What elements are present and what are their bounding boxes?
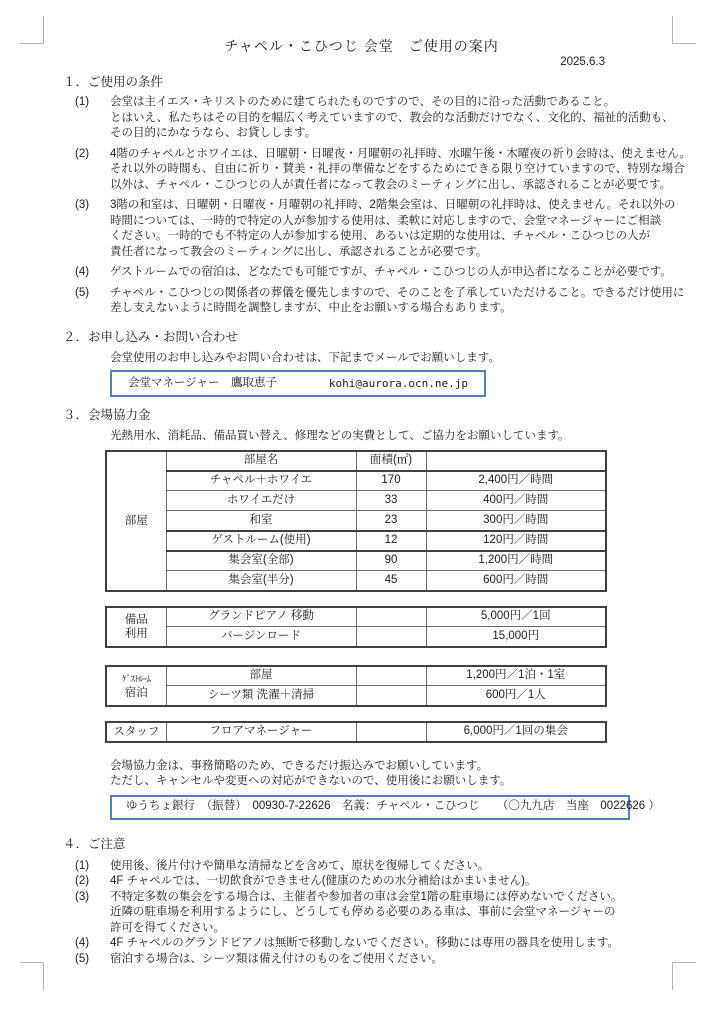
empty-cell: [356, 666, 426, 686]
bank-account-box: [110, 795, 660, 820]
section1-item-3: [75, 198, 676, 260]
item-marker: (2): [75, 875, 90, 887]
section3-heading: ３．会場協力金: [63, 408, 151, 422]
item-text-line: 会堂は主イエス・キリストのために建てられたものですので、その目的に沿った活動であること。: [110, 96, 616, 108]
table-row: [106, 471, 606, 491]
column-header-area: 面積(㎡): [356, 451, 426, 471]
section1-item-1: [75, 95, 674, 142]
table-row: [106, 531, 606, 551]
item-marker: (1): [75, 96, 90, 108]
margin-corner-mark: [20, 16, 44, 44]
service-name-cell: フロアマネージャー: [166, 722, 356, 742]
contact-name: 会堂マネージャー 鷹取恵子: [128, 376, 278, 389]
area-cell: 90: [356, 551, 426, 571]
item-text-line: 3階の和室は、日曜朝・日曜夜・月曜朝の礼拝時、2階集会室は、日曜朝の礼拝時は、使えません。それ以外の: [110, 199, 676, 211]
equipment-group-cell: [106, 607, 166, 647]
section3-intro: 光熱用水、消耗品、備品買い替え、修理などの実費として、ご協力をお願いしています。: [110, 430, 570, 442]
item-text-line: その目的にかなうなら、お貸しします。: [110, 127, 317, 139]
item-text-line: 4F チャペルのグランドピアノは無断で移動しないでください。移動には専用の器具を使用します。: [110, 937, 619, 949]
table-row: [106, 722, 606, 742]
room-name-cell: 集会室(全部): [166, 551, 356, 571]
price-cell: 15,000円: [426, 627, 606, 647]
item-text-line: 4F チャペルでは、一切飲食ができません(健康のための水分補給はかまいません)。: [110, 875, 537, 887]
section4-item-2: [75, 874, 660, 890]
price-cell: 1,200円／時間: [426, 551, 606, 571]
table-row: [106, 511, 606, 531]
group-label-line: 宿泊: [124, 686, 148, 699]
price-cell: 600円／時間: [426, 571, 606, 591]
price-cell: 1,200円／1泊・1室: [426, 666, 606, 686]
item-marker: (1): [75, 859, 90, 872]
empty-cell: [356, 627, 426, 647]
service-name-cell: 部屋: [166, 666, 356, 686]
item-text-line: それ以外の時間も、自由に祈り・賛美・礼拝の準備などをするためにできる限り空けていますので、特別な場合: [110, 163, 685, 175]
group-label-line: 利用: [124, 627, 148, 640]
item-text-line: ください。一時的でも不特定の人が参加する使用、あるいは定期的な使用は、チャペル・こひつじの人が: [110, 230, 651, 242]
item-marker: (3): [75, 890, 90, 903]
column-header-room-name: 部屋名: [166, 451, 356, 471]
table-row: [106, 571, 606, 591]
section4-item-4: [75, 936, 660, 952]
document-date: 2025.6.3: [560, 56, 605, 68]
section1-item-4: [75, 265, 672, 281]
area-cell: 170: [356, 471, 426, 491]
area-cell: 45: [356, 571, 426, 591]
table-row: [106, 666, 606, 686]
margin-corner-mark: [20, 962, 44, 990]
item-marker: (4): [75, 937, 90, 949]
payment-note-line: 会場協力金は、事務簡略のため、できるだけ振込みでお願いしています。: [110, 759, 489, 772]
group-label-line: ｹﾞｽﾄﾙｰﾑ: [121, 673, 151, 684]
equipment-fee-table: [105, 606, 607, 648]
price-cell: 300円／時間: [426, 511, 606, 531]
item-text-line: 差し支えないように時間を調整しますが、中止をお願いする場合もあります。: [110, 302, 512, 314]
section4-item-5: [75, 952, 660, 968]
table-row: [106, 607, 606, 627]
staff-fee-table: [105, 721, 607, 743]
room-name-cell: チャペル＋ホワイエ: [166, 471, 356, 491]
room-name-cell: 集会室(半分): [166, 571, 356, 591]
table-row: [106, 686, 606, 706]
section1-heading: １．ご使用の条件: [63, 75, 164, 89]
table-header-row: [106, 451, 606, 471]
item-text-line: 責任者になって教会のミーティングに出し、承認されることが必要です。: [110, 245, 488, 258]
item-text-line: 宿泊する場合は、シーツ類は備え付けのものをご使用ください。: [110, 952, 444, 965]
section1-item-2: [75, 147, 691, 194]
section4-heading: ４．ご注意: [63, 836, 126, 851]
empty-cell: [356, 722, 426, 742]
staff-group-cell: スタッフ: [106, 722, 166, 742]
table-row: [106, 627, 606, 647]
section2-intro: 会堂使用のお申し込みやお問い合わせは、下記までメールでお願いします。: [110, 351, 500, 364]
room-name-cell: ゲストルーム(使用): [166, 531, 356, 551]
section1-item-5: [75, 286, 685, 317]
section2-heading: ２．お申し込み・お問い合わせ: [63, 329, 239, 344]
service-name-cell: シーツ類 洗濯＋清掃: [166, 686, 356, 706]
table-row: [106, 551, 606, 571]
item-marker: (4): [75, 266, 90, 278]
contact-email: kohi@aurora.ocn.ne.jp: [328, 376, 468, 390]
section4-item-1: [75, 859, 660, 875]
guestroom-fee-table: [105, 665, 607, 707]
item-text-line: とはいえ、私たちはその目的を幅広く考えていますので、教会的な活動だけでなく、文化的、福祉的活動も、: [110, 111, 674, 124]
item-text-line: 不特定多数の集会をする場合は、主催者や参加者の車は会堂1階の駐車場には停めないでください。: [110, 890, 623, 903]
section4-item-3: [75, 890, 660, 937]
item-marker: (5): [75, 286, 90, 299]
price-cell: 6,000円／1回の集会: [426, 722, 606, 742]
price-cell: 5,000円／1回: [426, 607, 606, 627]
item-text-line: ゲストルームでの宿泊は、どなたでも可能ですが、チャペル・こひつじの人が申込者になることが必要です。: [110, 266, 672, 278]
group-label-line: 備品: [124, 613, 148, 626]
price-cell: 400円／時間: [426, 491, 606, 511]
contact-box: [110, 370, 486, 397]
price-cell: 2,400円／時間: [426, 471, 606, 491]
item-text-line: 近隣の駐車場を利用するようにし、どうしても停める必要のある車は、事前に会堂マネージャーの: [110, 906, 616, 918]
price-cell: 120円／時間: [426, 531, 606, 551]
room-group-cell: 部屋: [106, 451, 166, 591]
equipment-name-cell: バージンロード: [166, 627, 356, 647]
room-fee-table: [105, 450, 607, 592]
item-text-line: チャペル・こひつじの関係者の葬儀を優先しますので、そのことを了承していただけること。できるだけ使用に: [110, 286, 685, 299]
item-text-line: 4階のチャペルとホワイエは、日曜朝・日曜夜・月曜朝の礼拝時、水曜午後・木曜夜の祈り会時は、使えません。: [110, 147, 691, 160]
room-name-cell: ホワイエだけ: [166, 491, 356, 511]
table-row: [106, 491, 606, 511]
document-title: チャペル・こひつじ 会堂 ご使用の案内: [224, 38, 499, 54]
item-text-line: 時間については、一時的で特定の人が参加する使用は、柔軟に対応しますので、会堂マネージャーにご相談: [110, 214, 662, 227]
item-marker: (5): [75, 952, 90, 965]
item-text-line: 許可を得てください。: [110, 921, 225, 934]
payment-note-line: ただし、キャンセルや変更への対応ができないので、使用後にお願いします。: [110, 775, 512, 787]
area-cell: 33: [356, 491, 426, 511]
price-cell: 600円／1人: [426, 686, 606, 706]
area-cell: 23: [356, 511, 426, 531]
item-text-line: 使用後、後片付けや簡単な清掃などを含めて、原状を復帰してください。: [110, 859, 490, 872]
bank-account-info: ゆうちょ銀行 （振替） 00930-7-22626 名義：チャペル・こひつじ （〇九九店 当座 0022626 ）: [126, 800, 660, 813]
item-text-line: 以外は、チャペル・こひつじの人が責任者になって教会のミーティングに出し、承認されることが必要です。: [110, 178, 672, 191]
column-header-price: [426, 451, 606, 471]
empty-cell: [356, 607, 426, 627]
item-marker: (2): [75, 147, 90, 160]
empty-cell: [356, 686, 426, 706]
room-name-cell: 和室: [166, 511, 356, 531]
margin-corner-mark: [672, 16, 696, 44]
guestroom-group-cell: [106, 666, 166, 706]
item-marker: (3): [75, 199, 90, 211]
equipment-name-cell: グランドピアノ 移動: [166, 607, 356, 627]
margin-corner-mark: [672, 962, 696, 990]
area-cell: 12: [356, 531, 426, 551]
